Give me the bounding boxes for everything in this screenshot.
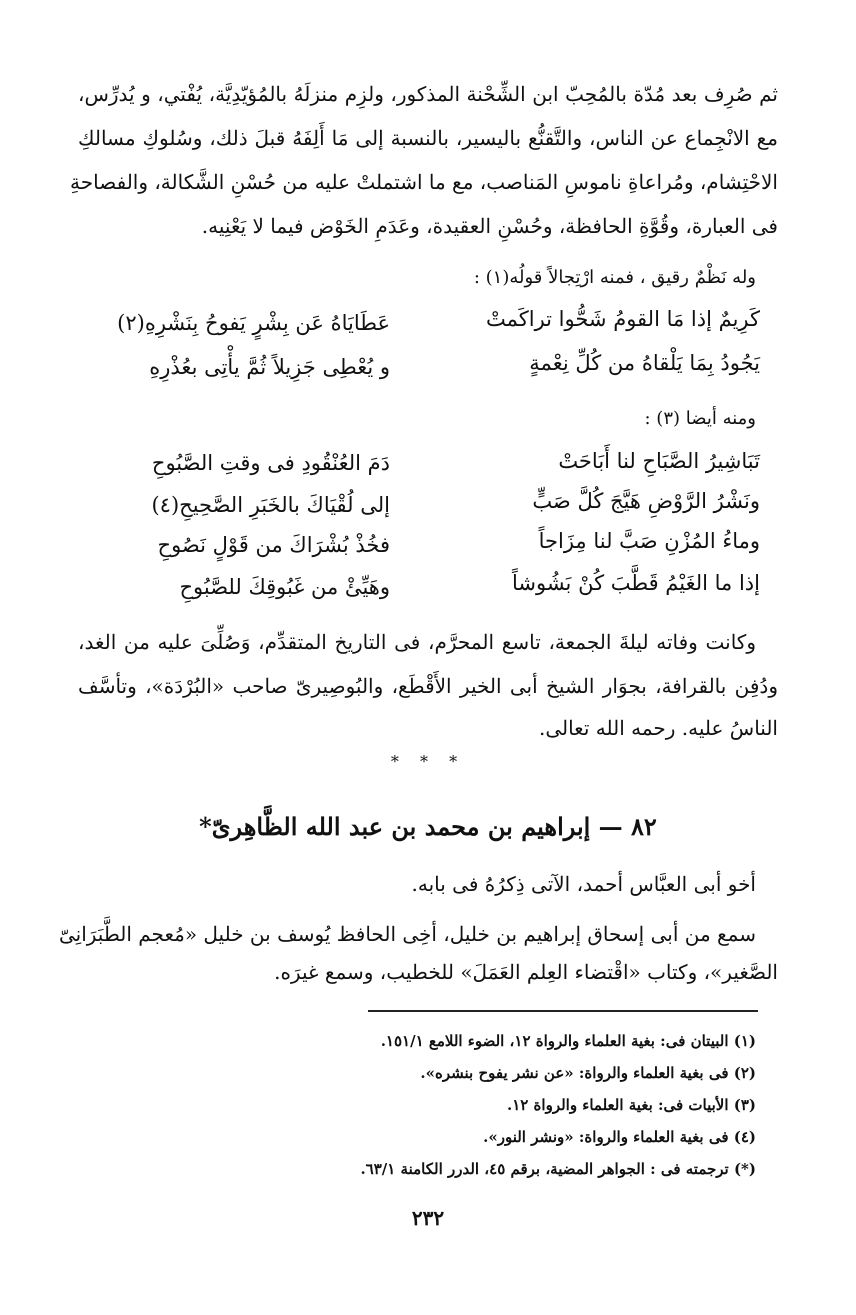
paragraph-line: ودُفِن بالقرافة، بجوَار الشيخ أبى الخير الأَقْطَع، والبُوصِيرىّ صاحب «البُرْدَة»، وتأسَّف	[78, 674, 778, 698]
footnote: (٤) فى بغية العلماء والرواة: «ونشر النور».	[483, 1128, 756, 1146]
poem-intro: ومنه أيضا (٣) :	[644, 408, 756, 429]
poem-intro: وله نَظْمٌ رقيق ، فمنه ارْتِجالاً قولُه(١) :	[473, 267, 756, 288]
verse-second-hemistich: دَمَ العُنْقُودِ فى وقتِ الصَّبُوحِ	[151, 451, 390, 475]
verse-first-hemistich: تَبَاشِيرُ الصَّبَاحِ لنا أَبَاحَتْ	[558, 449, 760, 473]
verse-second-hemistich: إلى لُقْيَاكَ بالخَبَرِ الصَّحِيحِ(٤)	[151, 493, 390, 517]
verse-first-hemistich: ونَشْرُ الرَّوْضِ هَيَّجَ كُلَّ صَبٍّ	[532, 489, 760, 513]
section-separator: * * *	[390, 752, 466, 771]
verse-first-hemistich: كَرِيمٌ إذا مَا القومُ شَحُّوا تراكَمتْ	[485, 307, 760, 331]
verse-second-hemistich: فخُذْ بُشْرَاكَ من قَوْلٍ نَصُوحِ	[157, 533, 390, 557]
verse-first-hemistich: إذا ما الغَيْمُ قَطَّبَ كُنْ بَشُوشاً	[511, 571, 760, 595]
footnote-divider	[368, 1010, 758, 1012]
paragraph-line: أخو أبى العبَّاس أحمد، الآتى ذِكرُهُ فى بابه.	[411, 872, 756, 896]
paragraph-line: الاحْتِشام، ومُراعاةِ ناموسِ المَناصب، مع ما اشتملتْ عليه من حُسْنِ الشَّكالة، والفصاحةِ	[70, 170, 778, 194]
page-number: ٢٣٢	[411, 1206, 445, 1230]
paragraph-line: الناسُ عليه. رحمه الله تعالى.	[538, 716, 778, 740]
paragraph-line: سمع من أبى إسحاق إبراهيم بن خليل، أخِى الحافظ يُوسف بن خليل «مُعجم الطَّبَرَانِىّ	[58, 922, 756, 946]
paragraph-line: الصَّغير»، وكتاب «اقْتضاء العِلم العَمَلَ» للخطيب، وسمع غيرَه.	[274, 960, 778, 984]
footnote: (١) البيتان فى: بغية العلماء والرواة ١٢، الضوء اللامع ١٥١/١.	[380, 1032, 756, 1050]
verse-second-hemistich: عَطَايَاهُ عَن بِشْرٍ يَفوحُ بِنَشْرِهِ(٢)	[117, 311, 390, 335]
paragraph-line: ثم صُرِف بعد مُدّة بالمُحِبّ ابن الشِّحْنة المذكور، ولزِم منزلَهُ بالمُؤيّدِيَّة، يُفْتي، و يُدرِّس،	[78, 82, 779, 106]
paragraph-line: وكانت وفاته ليلةَ الجمعة، تاسع المحرَّم، فى التاريخ المتقدِّم، وَصُلِّىَ عليه من الغد،	[78, 630, 756, 654]
verse-first-hemistich: يَجُودُ بِمَا يَلْقاهُ من كُلِّ نِعْمةٍ	[529, 351, 760, 375]
entry-title: ٨٢ — إبراهيم بن محمد بن عبد الله الظَّاهِرىّ*	[199, 812, 657, 841]
footnote: (٣) الأبيات فى: بغية العلماء والرواة ١٢.	[506, 1096, 756, 1114]
verse-first-hemistich: وماءُ المُزْنِ صَبَّ لنا مِزَاجاً	[538, 529, 760, 553]
paragraph-line: مع الانْجِماع عن الناس، والتَّقنُّع باليسير، بالنسبة إلى مَا أَلِفَهُ قبلَ ذلك، وسُلوكِ مسالكِ	[78, 126, 778, 150]
verse-second-hemistich: و يُعْطِى جَزِيلاً ثُمَّ يأْتِى بعُذْرِهِ	[149, 355, 390, 379]
footnote: (٢) فى بغية العلماء والرواة: «عن نشر يفوح بنشره».	[420, 1064, 756, 1082]
footnote: (*) ترجمته فى : الجواهر المضية، برقم ٤٥، الدرر الكامنة ٦٣/١.	[360, 1160, 756, 1178]
paragraph-line: فى العبارة، وقُوَّةِ الحافظة، وحُسْنِ العقيدة، وعَدَمِ الخَوْض فيما لا يَعْنِيه.	[201, 214, 778, 238]
verse-second-hemistich: وهَيِّئْ من غَبُوقِكَ للصَّبُوحِ	[179, 575, 390, 599]
